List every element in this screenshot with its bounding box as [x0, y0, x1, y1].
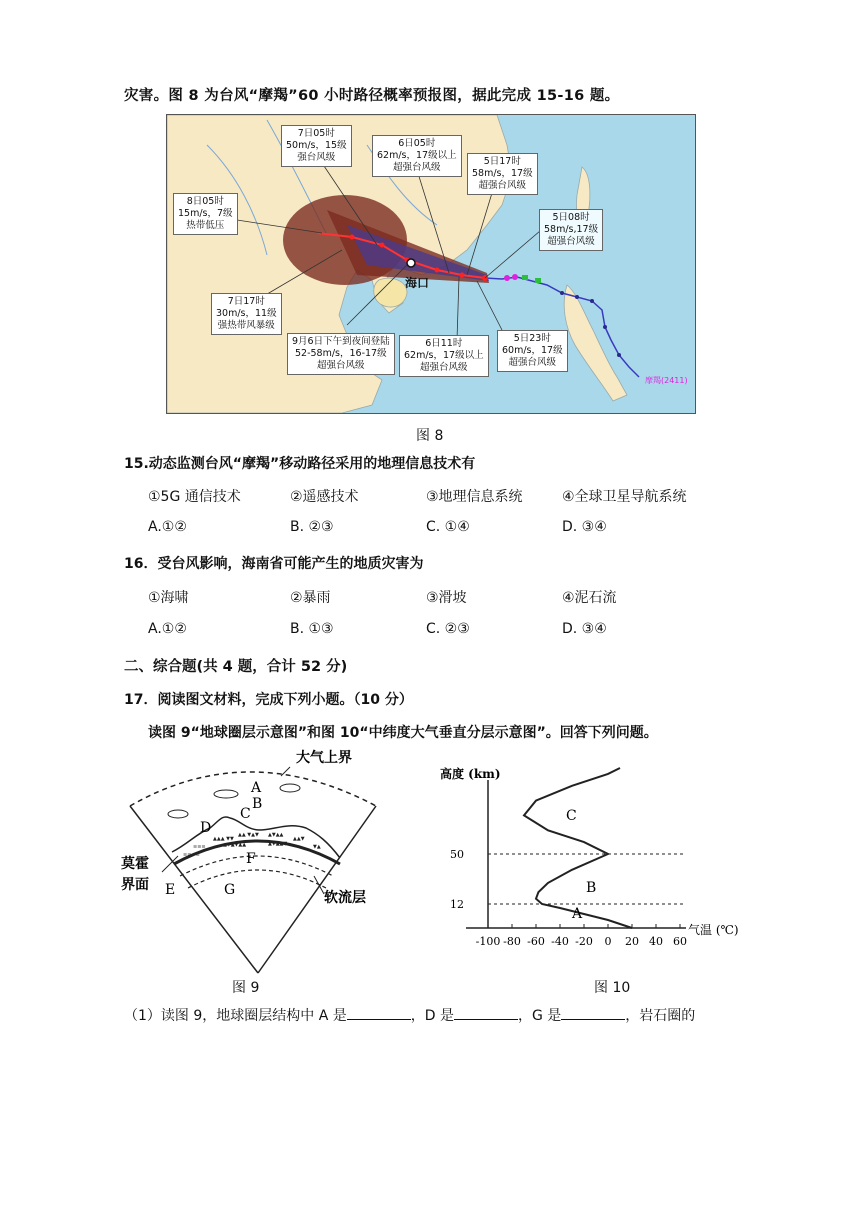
fig10-ylabel: 高度 (km) — [440, 767, 501, 781]
q15-choice-d[interactable]: D. ③④ — [562, 519, 607, 535]
blank-A[interactable] — [347, 1005, 411, 1020]
fig8-caption: 图 8 — [416, 428, 444, 444]
typhoon-map — [166, 114, 696, 414]
q16-choice-c[interactable]: C. ②③ — [426, 621, 470, 637]
svg-text:▲▼▲▲▼: ▲▼▲▲▼ — [268, 841, 288, 847]
q15-item: ②遥感技术 — [290, 489, 359, 505]
intro-text: 灾害。图 8 为台风“摩羯”60 小时路径概率预报图，据此完成 15-16 题。 — [124, 88, 620, 104]
q15-item: ④全球卫星导航系统 — [562, 489, 687, 505]
label-B: B — [252, 796, 263, 812]
label-F: F — [246, 851, 256, 867]
layer-B: B — [586, 880, 597, 896]
q16-item: ③滑坡 — [426, 590, 467, 606]
label-moho-2: 界面 — [121, 877, 149, 893]
section-heading: 二、综合题(共 4 题，合计 52 分) — [124, 659, 348, 675]
x-tick-label: -20 — [575, 935, 593, 948]
layer-A: A — [572, 906, 583, 922]
ytick-50: 50 — [450, 848, 464, 861]
blank-G[interactable] — [561, 1005, 625, 1020]
q16-choice-d[interactable]: D. ③④ — [562, 621, 607, 637]
svg-text:▲▼▲▼▲▲: ▲▼▲▼▲▲ — [223, 842, 247, 848]
callout-landfall: 9月6日下午到夜间登陆 52-58m/s，16-17级 超强台风级 — [287, 333, 395, 375]
asthenosphere-line — [188, 870, 326, 888]
label-atmosphere-top: 大气上界 — [296, 750, 352, 766]
svg-text:≡≡≡≡: ≡≡≡≡ — [183, 852, 200, 858]
fig10-chart — [436, 758, 746, 958]
q15-choice-c[interactable]: C. ①④ — [426, 519, 470, 535]
x-tick-label: -60 — [527, 935, 545, 948]
typhoon-tag: 摩羯(2411) — [645, 376, 688, 385]
x-tick-label: 60 — [673, 935, 687, 948]
label-E: E — [165, 882, 176, 898]
svg-text:▲▼▲▲: ▲▼▲▲ — [268, 832, 284, 838]
callout-8d05: 8日05时 15m/s，7级 热带低压 — [173, 193, 238, 235]
q16-item: ①海啸 — [148, 590, 189, 606]
q16-item: ②暴雨 — [290, 590, 331, 606]
q15-choice-a[interactable]: A.①② — [148, 519, 187, 535]
q16-choice-b[interactable]: B. ①③ — [290, 621, 334, 637]
callout-5d08: 5日08时 58m/s,17级 超强台风级 — [539, 209, 603, 251]
x-tick-label: -40 — [551, 935, 569, 948]
label-G: G — [224, 882, 236, 898]
x-tick-label: 0 — [604, 935, 612, 948]
q16-choice-a[interactable]: A.①② — [148, 621, 187, 637]
svg-text:▼▲: ▼▲ — [313, 844, 321, 850]
q15-item: ①5G 通信技术 — [148, 489, 241, 505]
q16-item: ④泥石流 — [562, 590, 617, 606]
callout-5d23: 5日23时 60m/s，17级 超强台风级 — [497, 330, 568, 372]
fig9-caption: 图 9 — [232, 980, 260, 996]
q15-stem: 15.动态监测台风“摩羯”移动路径采用的地理信息技术有 — [124, 456, 476, 472]
moho-line — [180, 856, 333, 876]
q17-instruction: 读图 9“地球圈层示意图”和图 10“中纬度大气垂直分层示意图”。回答下列问题。 — [148, 725, 658, 741]
x-tick-label: -100 — [475, 935, 501, 948]
fig10-xlabel: 气温 (℃) — [688, 923, 739, 937]
blank-D[interactable] — [454, 1005, 518, 1020]
label-A: A — [251, 780, 262, 796]
haikou-marker — [407, 259, 415, 267]
label-C: C — [240, 806, 251, 822]
label-D: D — [200, 820, 212, 836]
label-asthenosphere: 软流层 — [324, 890, 366, 906]
layer-C: C — [566, 808, 577, 824]
x-tick-label: -80 — [503, 935, 521, 948]
hainan-island — [374, 278, 407, 307]
q15-choice-b[interactable]: B. ②③ — [290, 519, 334, 535]
label-moho-1: 莫霍 — [121, 856, 149, 872]
fig10-caption: 图 10 — [594, 980, 631, 996]
q16-stem: 16．受台风影响，海南省可能产生的地质灾害为 — [124, 556, 424, 572]
callout-6d11: 6日11时 62m/s，17级以上 超强台风级 — [399, 335, 489, 377]
q15-item: ③地理信息系统 — [426, 489, 523, 505]
svg-text:≡≡≡: ≡≡≡ — [193, 844, 206, 850]
fig9-diagram — [118, 748, 388, 974]
x-tick-label: 40 — [649, 935, 663, 948]
svg-text:▲▲ ▼▲▼: ▲▲ ▼▲▼ — [238, 832, 259, 838]
svg-text:▲▲▲ ▼▼: ▲▲▲ ▼▼ — [213, 836, 234, 842]
q17-part1: （1）读图 9，地球圈层结构中 A 是 ，D 是 ，G 是 ，岩石圈的 — [124, 1005, 695, 1025]
city-label: 海口 — [405, 276, 430, 290]
svg-text:▲▲▼: ▲▲▼ — [293, 836, 305, 842]
callout-6d05: 6日05时 62m/s，17级以上 超强台风级 — [372, 135, 462, 177]
x-tick-label: 20 — [625, 935, 639, 948]
ytick-12: 12 — [450, 898, 464, 911]
callout-5d17: 5日17时 58m/s，17级 超强台风级 — [467, 153, 538, 195]
callout-7d05: 7日05时 50m/s，15级 强台风级 — [281, 125, 352, 167]
q17-stem: 17．阅读图文材料，完成下列小题。（10 分） — [124, 692, 413, 708]
callout-7d17: 7日17时 30m/s，11级 强热带风暴级 — [211, 293, 282, 335]
